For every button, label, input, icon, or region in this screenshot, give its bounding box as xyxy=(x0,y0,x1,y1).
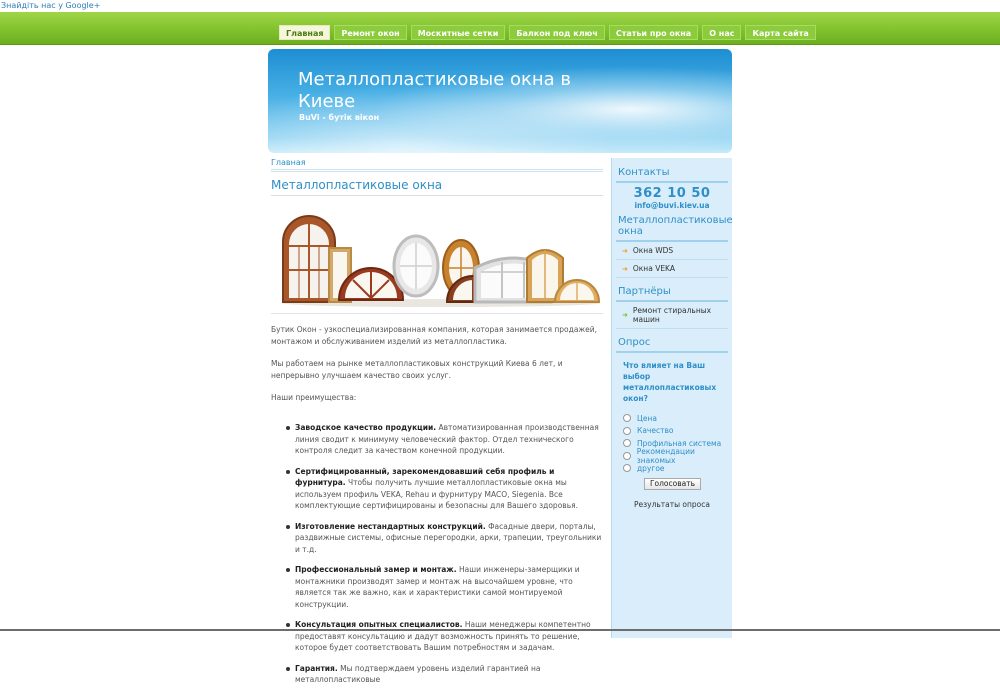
poll-results-link[interactable]: Результаты опроса xyxy=(634,499,710,509)
list-item: Консультация опытных специалистов. Наши менеджеры компетентно предоставят консультацию и дадут возможность принять то решение, которое будет соответствовать Вашим потребностям и задачам. xyxy=(295,619,603,654)
list-item: Профессиональный замер и монтаж. Наши инженеры-замерщики и монтажники производят замер и монтаж на высочайшем уровне, что является так же важно, как и характеристики самой монтируемой конструкции. xyxy=(295,564,603,610)
nav-about[interactable]: О нас xyxy=(702,25,741,40)
email-link[interactable]: info@buvi.kiev.ua xyxy=(634,201,710,210)
radio-icon[interactable] xyxy=(623,464,631,472)
poll-option-recommendations[interactable]: Рекомендации знакомых xyxy=(623,450,732,463)
poll-option-other[interactable]: другое xyxy=(623,462,732,475)
list-item: Гарантия. Мы подтверждаем уровень изделий гарантией на металлопластиковые xyxy=(295,663,603,686)
nav-balcony[interactable]: Балкон под ключ xyxy=(509,25,604,40)
list-item: Заводское качество продукции. Автоматизированная производственная линия сводит к минимуму человеческий фактор. Отдел технического контроля следит за качеством конечной продукции. xyxy=(295,422,603,457)
vote-button[interactable]: Голосовать xyxy=(644,478,701,490)
intro-paragraph-1: Бутик Окон - узкоспециализированная компания, которая занимается продажей, монтажом и обслуживанием изделий из металлопластика. xyxy=(271,325,598,346)
poll-option-profile[interactable]: Профильная система xyxy=(623,437,732,450)
radio-icon[interactable] xyxy=(623,427,631,435)
poll-question: Что влияет на Ваш выбор металлопластиковых окон? xyxy=(623,361,717,403)
partners-title: Партнёры xyxy=(618,286,671,297)
poll-option-price[interactable]: Цена xyxy=(623,412,732,425)
site-slogan: BuVi - бутік вікон xyxy=(299,113,380,122)
nav-articles[interactable]: Статьи про окна xyxy=(609,25,698,40)
arrow-right-icon: ➜ xyxy=(622,264,628,273)
radio-icon[interactable] xyxy=(623,452,631,460)
sidebar-item-washing-repair[interactable]: ➜ Ремонт стиральных машин xyxy=(616,302,728,329)
windows-section-title: Металлопластиковые окна xyxy=(618,215,733,237)
arrow-right-icon: ➜ xyxy=(622,246,628,255)
radio-icon[interactable] xyxy=(623,414,631,422)
poll-option-quality[interactable]: Качество xyxy=(623,425,732,438)
contacts-title: Контакты xyxy=(618,167,670,178)
sidebar-item-wds[interactable]: ➜ Окна WDS xyxy=(616,242,728,260)
radio-icon[interactable] xyxy=(623,439,631,447)
list-item: Сертифицированный, зарекомендовавший себя профиль и фурнитура. Чтобы получить лучшие металлопластиковые окна мы используем профиль VEKA, Rehau и фурнитуру MACO, Siegenia. Все комплектующие сертифицированы и безопасны для Вашего здоровья. xyxy=(295,466,603,512)
google-plus-link[interactable]: Знайдіть нас у Google+ xyxy=(1,1,101,10)
poll-title: Опрос xyxy=(618,337,651,348)
nav-window-repair[interactable]: Ремонт окон xyxy=(334,25,406,40)
advantages-heading: Наши преимущества: xyxy=(271,393,357,402)
breadcrumb-home[interactable]: Главная xyxy=(271,158,603,172)
poll-options xyxy=(612,412,732,475)
bottom-divider xyxy=(0,629,1000,631)
page-title: Металлопластиковые окна xyxy=(271,178,603,196)
sidebar xyxy=(611,158,732,638)
nav-mosquito-nets[interactable]: Москитные сетки xyxy=(411,25,506,40)
nav-home[interactable]: Главная xyxy=(279,25,330,40)
site-title: Металлопластиковые окна в Киеве xyxy=(298,69,572,112)
advantages-list xyxy=(295,422,603,686)
phone-number: 362 10 50 xyxy=(633,186,711,201)
site-header-banner xyxy=(268,49,732,153)
arrow-right-icon: ➜ xyxy=(622,311,628,319)
arched-window-icon xyxy=(283,216,335,302)
main-nav xyxy=(279,25,816,40)
intro-paragraph-2: Мы работаем на рынке металлопластиковых конструкций Киева 6 лет, и непрерывно улучшаем качество своих услуг. xyxy=(271,359,563,380)
main-content xyxy=(271,158,603,695)
nav-sitemap[interactable]: Карта сайта xyxy=(745,25,815,40)
sidebar-item-veka[interactable]: ➜ Окна VEKA xyxy=(616,260,728,278)
windows-illustration xyxy=(271,210,603,314)
list-item: Изготовление нестандартных конструкций. Фасадные двери, порталы, раздвижные системы, офисные перегородки, арки, трапеции, треугольники и т.д. xyxy=(295,521,602,554)
windows-hero-image xyxy=(271,210,603,314)
